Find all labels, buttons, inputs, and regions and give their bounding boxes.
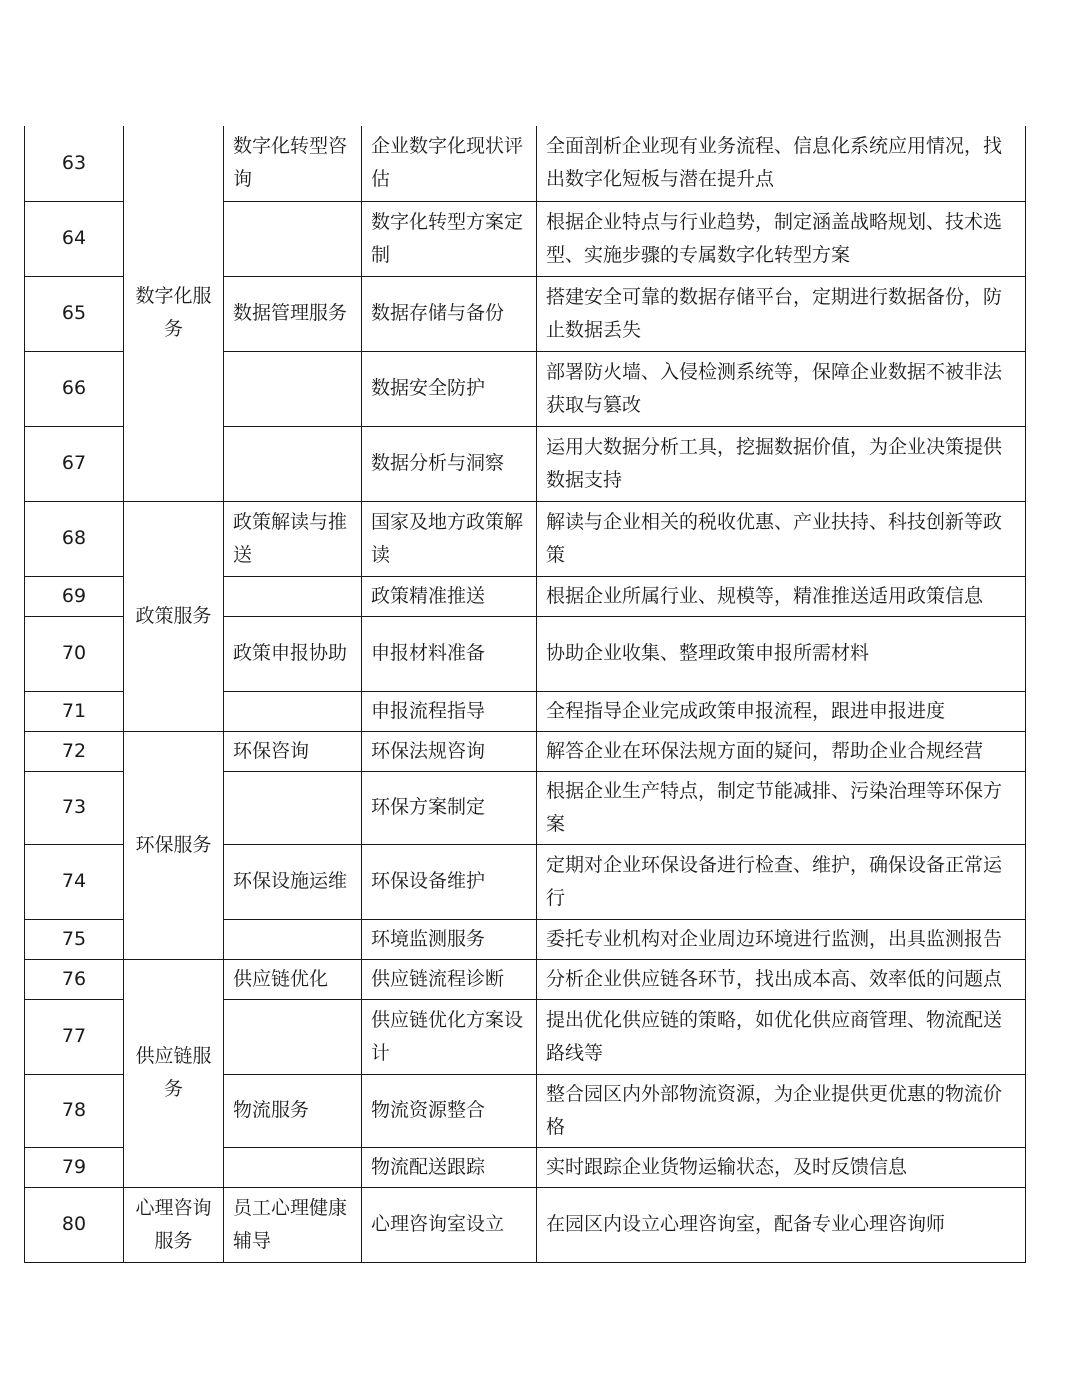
row-number: 68: [25, 501, 124, 576]
description-cell: 运用大数据分析工具，挖掘数据价值，为企业决策提供数据支持: [537, 426, 1026, 501]
item-cell: 政策精准推送: [362, 576, 537, 616]
category-cell: 心理咨询服务: [124, 1187, 224, 1262]
row-number: 79: [25, 1147, 124, 1187]
item-cell: 申报流程指导: [362, 691, 537, 731]
subcategory-cell: [224, 576, 362, 616]
description-cell: 搭建安全可靠的数据存储平台，定期进行数据备份，防止数据丢失: [537, 276, 1026, 351]
description-cell: 根据企业特点与行业趋势，制定涵盖战略规划、技术选型、实施步骤的专属数字化转型方案: [537, 201, 1026, 276]
subcategory-cell: [224, 1147, 362, 1187]
table-row: [25, 1187, 1026, 1262]
row-number: 65: [25, 276, 124, 351]
subcategory-cell: [224, 426, 362, 501]
subcategory-cell: 数字化转型咨询: [224, 126, 362, 201]
subcategory-cell: [224, 691, 362, 731]
row-number: 69: [25, 576, 124, 616]
description-cell: 根据企业生产特点，制定节能减排、污染治理等环保方案: [537, 771, 1026, 844]
description-cell: 根据企业所属行业、规模等，精准推送适用政策信息: [537, 576, 1026, 616]
subcategory-cell: 环保咨询: [224, 731, 362, 771]
description-cell: 全面剖析企业现有业务流程、信息化系统应用情况，找出数字化短板与潜在提升点: [537, 126, 1026, 201]
row-number: 67: [25, 426, 124, 501]
subcategory-cell: [224, 351, 362, 426]
description-cell: 实时跟踪企业货物运输状态，及时反馈信息: [537, 1147, 1026, 1187]
row-number: 72: [25, 731, 124, 771]
service-table: [24, 126, 1026, 1263]
item-cell: 数据安全防护: [362, 351, 537, 426]
category-cell: 政策服务: [124, 501, 224, 731]
row-number: 75: [25, 919, 124, 959]
item-cell: 物流配送跟踪: [362, 1147, 537, 1187]
row-number: 78: [25, 1074, 124, 1147]
subcategory-cell: 环保设施运维: [224, 844, 362, 919]
description-cell: 整合园区内外部物流资源，为企业提供更优惠的物流价格: [537, 1074, 1026, 1147]
item-cell: 企业数字化现状评估: [362, 126, 537, 201]
row-number: 80: [25, 1187, 124, 1262]
item-cell: 环境监测服务: [362, 919, 537, 959]
subcategory-cell: [224, 999, 362, 1074]
description-cell: 全程指导企业完成政策申报流程，跟进申报进度: [537, 691, 1026, 731]
description-cell: 定期对企业环保设备进行检查、维护，确保设备正常运行: [537, 844, 1026, 919]
item-cell: 物流资源整合: [362, 1074, 537, 1147]
description-cell: 解答企业在环保法规方面的疑问，帮助企业合规经营: [537, 731, 1026, 771]
subcategory-cell: [224, 919, 362, 959]
item-cell: 环保法规咨询: [362, 731, 537, 771]
description-cell: 在园区内设立心理咨询室，配备专业心理咨询师: [537, 1187, 1026, 1262]
subcategory-cell: [224, 201, 362, 276]
row-number: 74: [25, 844, 124, 919]
category-cell: 环保服务: [124, 731, 224, 959]
description-cell: 协助企业收集、整理政策申报所需材料: [537, 616, 1026, 691]
description-cell: 部署防火墙、入侵检测系统等，保障企业数据不被非法获取与篡改: [537, 351, 1026, 426]
description-cell: 解读与企业相关的税收优惠、产业扶持、科技创新等政策: [537, 501, 1026, 576]
row-number: 73: [25, 771, 124, 844]
item-cell: 数据存储与备份: [362, 276, 537, 351]
row-number: 71: [25, 691, 124, 731]
item-cell: 国家及地方政策解读: [362, 501, 537, 576]
item-cell: 环保设备维护: [362, 844, 537, 919]
subcategory-cell: 数据管理服务: [224, 276, 362, 351]
subcategory-cell: 政策解读与推送: [224, 501, 362, 576]
item-cell: 数据分析与洞察: [362, 426, 537, 501]
item-cell: 供应链优化方案设计: [362, 999, 537, 1074]
description-cell: 提出优化供应链的策略，如优化供应商管理、物流配送路线等: [537, 999, 1026, 1074]
table-row: [25, 731, 1026, 771]
row-number: 63: [25, 126, 124, 201]
row-number: 77: [25, 999, 124, 1074]
category-cell: 数字化服务: [124, 126, 224, 501]
row-number: 76: [25, 959, 124, 999]
table-row: [25, 959, 1026, 999]
description-cell: 分析企业供应链各环节，找出成本高、效率低的问题点: [537, 959, 1026, 999]
subcategory-cell: [224, 771, 362, 844]
subcategory-cell: 员工心理健康辅导: [224, 1187, 362, 1262]
subcategory-cell: 供应链优化: [224, 959, 362, 999]
row-number: 64: [25, 201, 124, 276]
subcategory-cell: 政策申报协助: [224, 616, 362, 691]
table-row: [25, 126, 1026, 201]
row-number: 70: [25, 616, 124, 691]
table-row: [25, 501, 1026, 576]
description-cell: 委托专业机构对企业周边环境进行监测，出具监测报告: [537, 919, 1026, 959]
subcategory-cell: 物流服务: [224, 1074, 362, 1147]
item-cell: 环保方案制定: [362, 771, 537, 844]
item-cell: 数字化转型方案定制: [362, 201, 537, 276]
item-cell: 心理咨询室设立: [362, 1187, 537, 1262]
category-cell: 供应链服务: [124, 959, 224, 1187]
item-cell: 供应链流程诊断: [362, 959, 537, 999]
item-cell: 申报材料准备: [362, 616, 537, 691]
row-number: 66: [25, 351, 124, 426]
